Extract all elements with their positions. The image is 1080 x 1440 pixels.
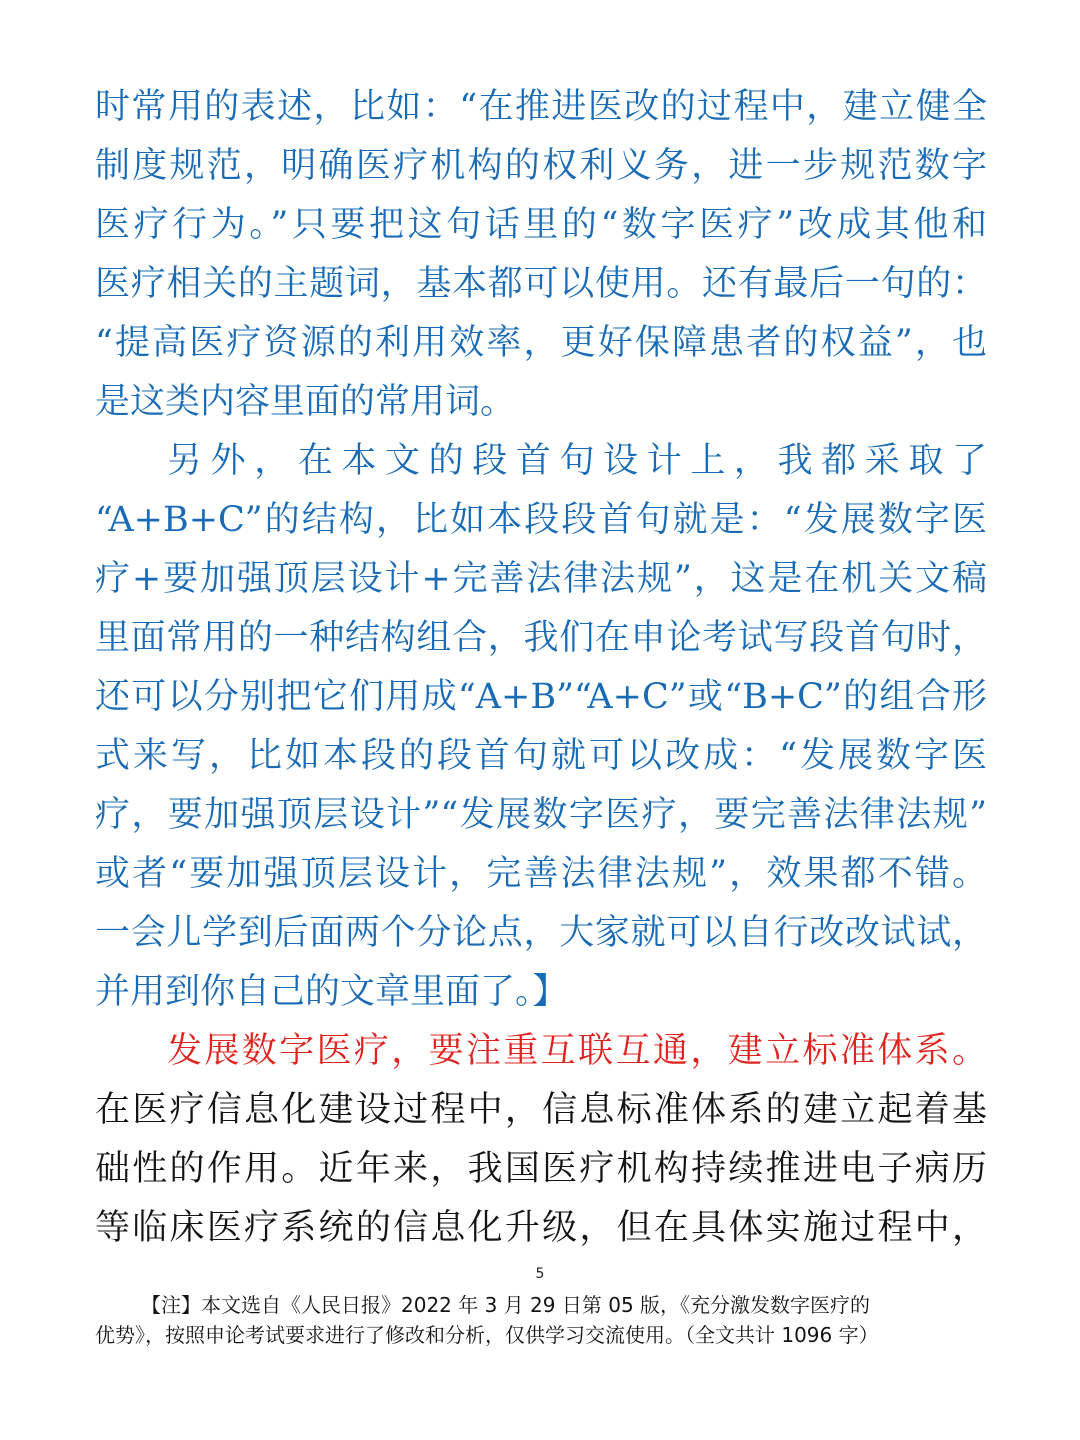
paragraph-commentary-1 [95,78,987,432]
document-page [95,78,987,1258]
paragraph-body [95,1022,987,1258]
text-line: 一会儿学到后面两个分论点，大家就可以自行改改试试， [95,913,987,953]
text-line: 在医疗信息化建设过程中，信息标准体系的建立起着基 [95,1090,987,1130]
text-line: 时常用的表述，比如：“在推进医改的过程中，建立健全 [95,87,987,127]
text-line: 疗+要加强顶层设计+完善法律法规”，这是在机关文稿 [95,559,987,599]
text-line: 并用到你自己的文章里面了。】 [95,972,568,1012]
text-line: 式来写，比如本段的段首句就可以改成：“发展数字医 [95,736,987,776]
text-line: 或者“要加强顶层设计，完善法律法规”，效果都不错。 [95,854,987,894]
text-line: 医疗相关的主题词，基本都可以使用。还有最后一句的： [95,264,987,304]
page-number: 5 [535,1266,545,1282]
footnote-line: 优势》，按照申论考试要求进行了修改和分析，仅供学习交流使用。（全文共计 1096 字） [95,1323,879,1347]
footnote-line: 【注】本文选自《人民日报》2022 年 3 月 29 日第 05 版，《充分激发数字医疗的 [141,1293,871,1317]
text-line: 疗，要加强顶层设计”“发展数字医疗，要完善法律法规” [95,795,987,835]
footnote [95,1290,987,1350]
text-line: 里面常用的一种结构组合，我们在申论考试写段首句时， [95,618,987,658]
text-line: 医疗行为。”只要把这句话里的“数字医疗”改成其他和 [95,205,987,245]
text-line: 等临床医疗系统的信息化升级，但在具体实施过程中， [95,1208,987,1248]
text-line: 制度规范，明确医疗机构的权利义务，进一步规范数字 [95,146,987,186]
section-heading: 发展数字医疗，要注重互联互通，建立标准体系。 [167,1031,987,1071]
text-line: 还可以分别把它们用成“A+B”“A+C”或“B+C”的组合形 [95,677,987,717]
text-line: 础性的作用。近年来，我国医疗机构持续推进电子病历 [95,1149,987,1189]
paragraph-commentary-2 [95,432,987,1022]
text-line: “提高医疗资源的利用效率，更好保障患者的权益”，也 [95,323,987,363]
text-line: “A+B+C”的结构，比如本段段首句就是：“发展数字医 [95,500,987,540]
text-line: 是这类内容里面的常用词。 [95,382,516,422]
text-line: 另外，在本文的段首句设计上，我都采取了 [167,441,987,481]
